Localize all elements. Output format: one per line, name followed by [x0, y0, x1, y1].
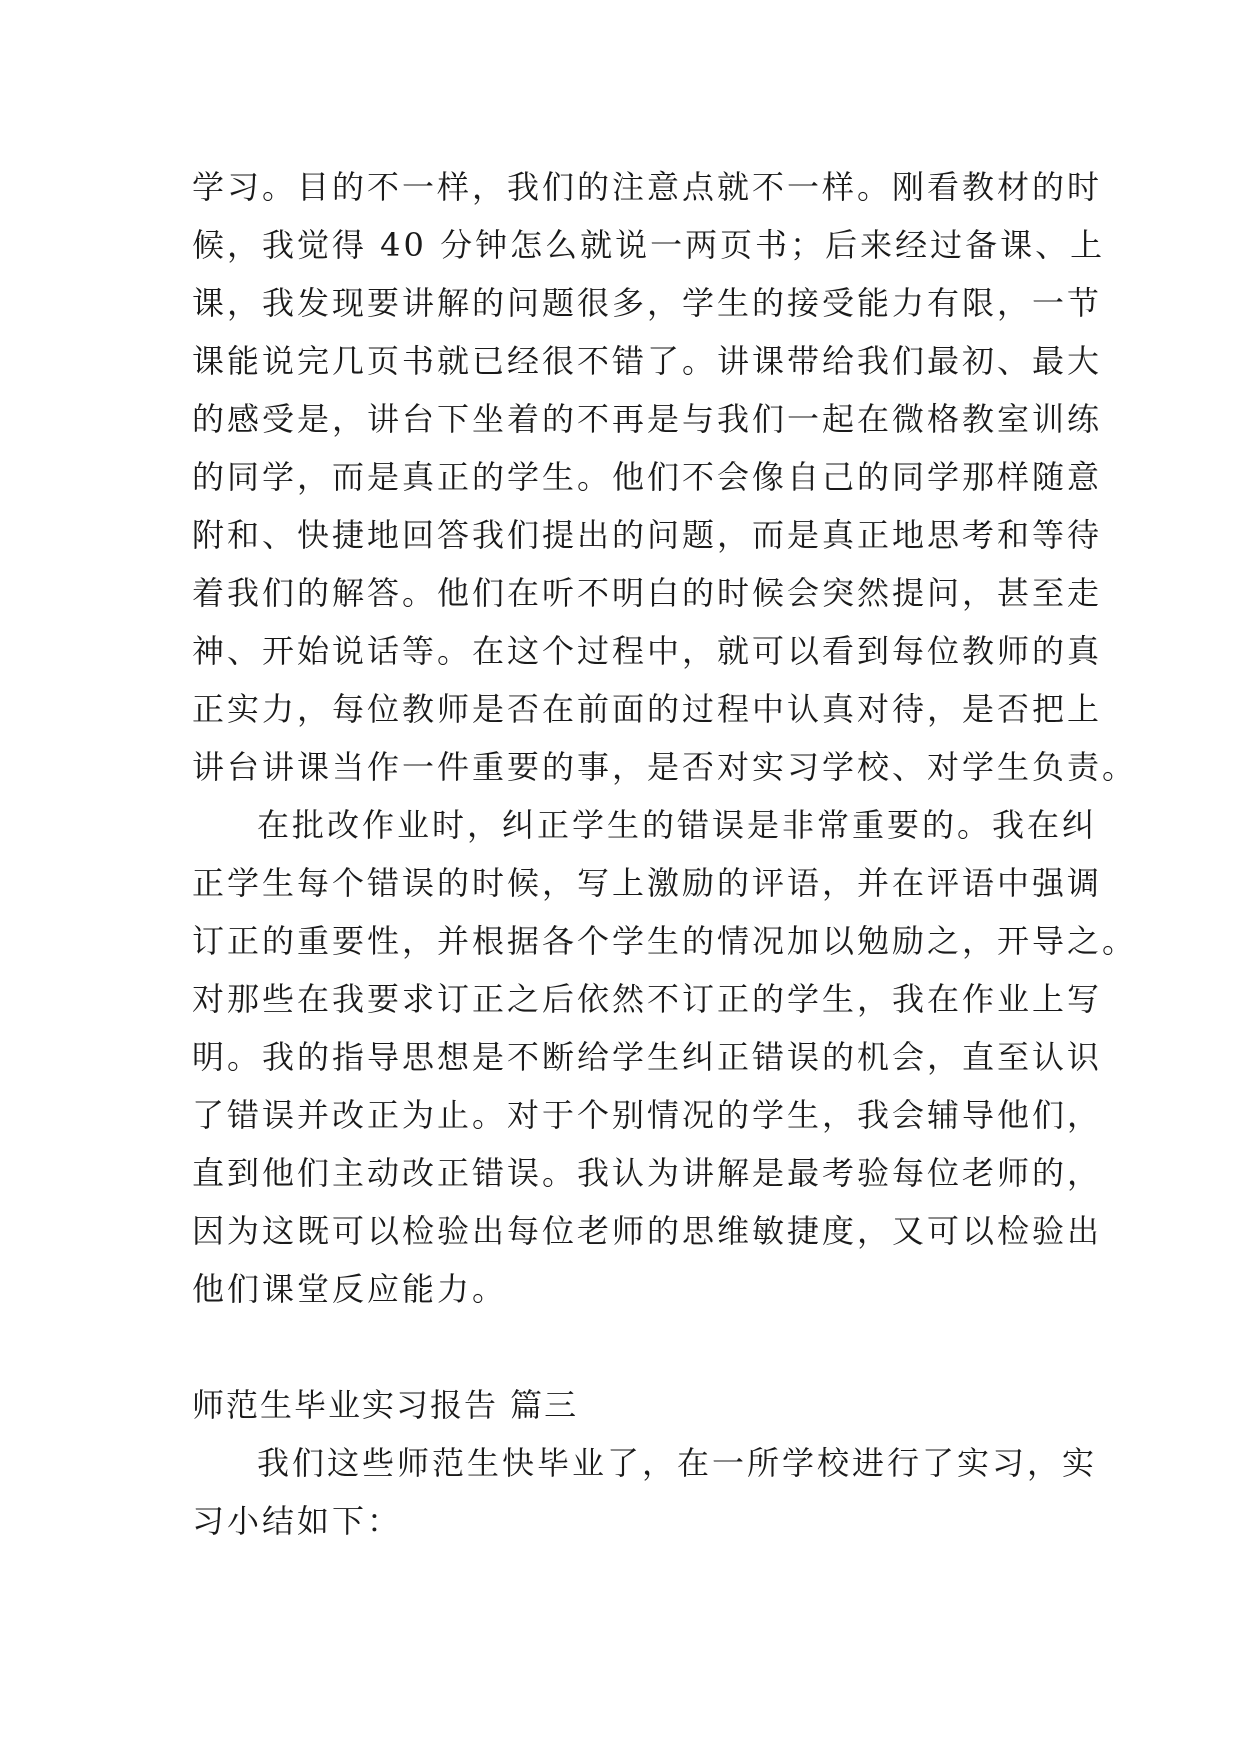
- text-line: 候，我觉得 40 分钟怎么就说一两页书；后来经过备课、上: [192, 226, 1106, 264]
- text-line: 订正的重要性，并根据各个学生的情况加以勉励之，开导之。: [192, 922, 1138, 960]
- text-line: 我们这些师范生快毕业了，在一所学校进行了实习，实: [257, 1444, 1098, 1482]
- text-line: 课能说完几页书就已经很不错了。讲课带给我们最初、最大: [192, 342, 1103, 380]
- text-line: 的同学，而是真正的学生。他们不会像自己的同学那样随意: [192, 458, 1103, 496]
- text-line: 学习。目的不一样，我们的注意点就不一样。刚看教材的时: [192, 168, 1103, 206]
- document-body: [192, 158, 1138, 1550]
- text-line: 他们课堂反应能力。: [192, 1270, 508, 1308]
- text-line: 讲台讲课当作一件重要的事，是否对实习学校、对学生负责。: [192, 748, 1138, 786]
- text-line: 直到他们主动改正错误。我认为讲解是最考验每位老师的，: [192, 1154, 1103, 1192]
- text-line: 正学生每个错误的时候，写上激励的评语，并在评语中强调: [192, 864, 1103, 902]
- text-line: 课，我发现要讲解的问题很多，学生的接受能力有限，一节: [192, 284, 1103, 322]
- text-line: 了错误并改正为止。对于个别情况的学生，我会辅导他们，: [192, 1096, 1103, 1134]
- text-line: 明。我的指导思想是不断给学生纠正错误的机会，直至认识: [192, 1038, 1103, 1076]
- text-line: 着我们的解答。他们在听不明白的时候会突然提问，甚至走: [192, 574, 1103, 612]
- text-line: 神、开始说话等。在这个过程中，就可以看到每位教师的真: [192, 632, 1103, 670]
- paragraph-3: [192, 1434, 1098, 1550]
- text-line: 在批改作业时，纠正学生的错误是非常重要的。我在纠: [257, 806, 1098, 844]
- paragraph-2: [192, 796, 1138, 1318]
- paragraph-1: [192, 158, 1138, 796]
- section-heading: 师范生毕业实习报告 篇三: [192, 1386, 579, 1424]
- text-line: 因为这既可以检验出每位老师的思维敏捷度，又可以检验出: [192, 1212, 1103, 1250]
- text-line: 习小结如下：: [192, 1502, 403, 1540]
- paragraph-gap: [192, 1318, 1062, 1376]
- text-line: 对那些在我要求订正之后依然不订正的学生，我在作业上写: [192, 980, 1103, 1018]
- text-line: 附和、快捷地回答我们提出的问题，而是真正地思考和等待: [192, 516, 1103, 554]
- text-line: 正实力，每位教师是否在前面的过程中认真对待，是否把上: [192, 690, 1103, 728]
- text-line: 的感受是，讲台下坐着的不再是与我们一起在微格教室训练: [192, 400, 1103, 438]
